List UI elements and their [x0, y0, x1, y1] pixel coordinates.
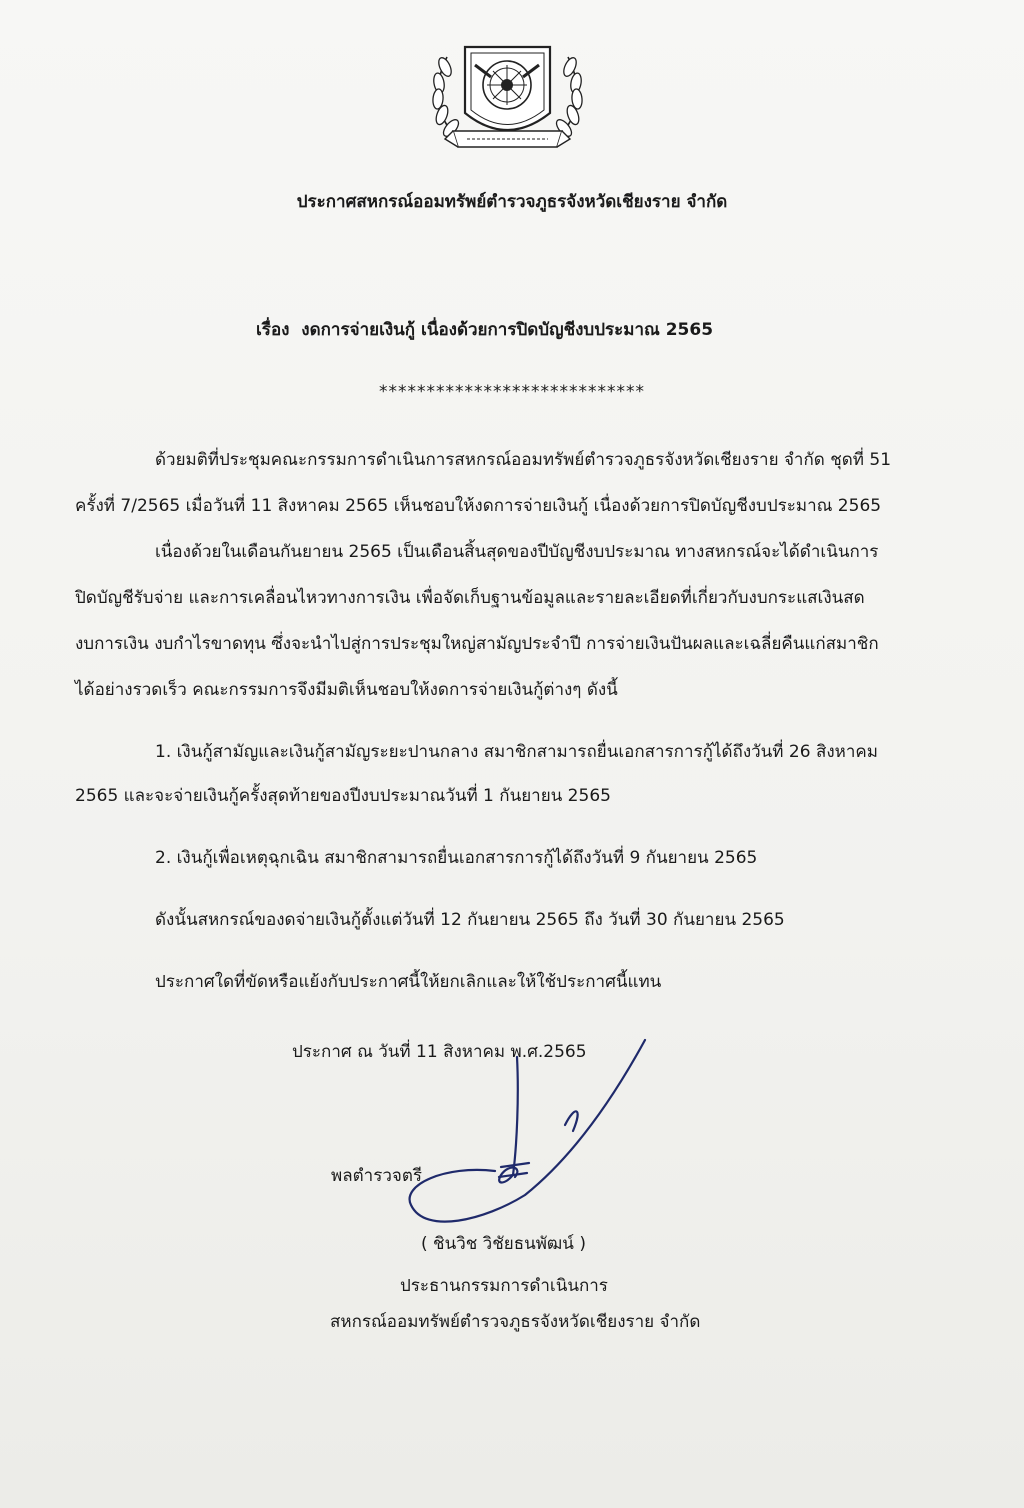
signer-organization: สหกรณ์ออมทรัพย์ตำรวจภูธรจังหวัดเชียงราย จำกัด [330, 1312, 701, 1332]
subject-label: เรื่อง [256, 320, 290, 340]
body-line-1: ด้วยมติที่ประชุมคณะกรรมการดำเนินการสหกรณ์ออมทรัพย์ตำรวจภูธรจังหวัดเชียงราย จำกัด ชุดที่ 51 [155, 450, 892, 470]
body-line-3: เนื่องด้วยในเดือนกันยายน 2565 เป็นเดือนสิ้นสุดของปีบัญชีงบประมาณ ทางสหกรณ์จะได้ดำเนินการ [155, 542, 879, 562]
announcement-title: ประกาศสหกรณ์ออมทรัพย์ตำรวจภูธรจังหวัดเชียงราย จำกัด [296, 192, 728, 212]
police-cooperative-seal-icon [425, 35, 590, 155]
closing-line-2: ประกาศใดที่ขัดหรือแย้งกับประกาศนี้ให้ยกเลิกและให้ใช้ประกาศนี้แทน [155, 972, 662, 992]
body-line-2: ครั้งที่ 7/2565 เมื่อวันที่ 11 สิงหาคม 2565 เห็นชอบให้งดการจ่ายเงินกู้ เนื่องด้วยการปิดบัญชีงบประมาณ 2565 [75, 496, 882, 516]
subject-text: งดการจ่ายเงินกู้ เนื่องด้วยการปิดบัญชีงบประมาณ 2565 [301, 320, 714, 340]
signer-rank: พลตำรวจตรี [331, 1166, 423, 1186]
handwritten-signature [405, 1035, 665, 1235]
body-line-4: ปิดบัญชีรับจ่าย และการเคลื่อนไหวทางการเงิน เพื่อจัดเก็บฐานข้อมูลและรายละเอียดที่เกี่ยวกับงบกระแสเงินสด [75, 588, 865, 608]
item-2: 2. เงินกู้เพื่อเหตุฉุกเฉิน สมาชิกสามารถยื่นเอกสารการกู้ได้ถึงวันที่ 9 กันยายน 2565 [155, 848, 758, 868]
signer-position: ประธานกรรมการดำเนินการ [400, 1276, 608, 1296]
body-line-5: งบการเงิน งบกำไรขาดทุน ซึ่งจะนำไปสู่การประชุมใหญ่สามัญประจำปี การจ่ายเงินปันผลและเฉลี่ยคืนแก่สมาชิก [75, 634, 879, 654]
subject-line [256, 318, 713, 342]
closing-line-1: ดังนั้นสหกรณ์ของดจ่ายเงินกู้ตั้งแต่วันที่ 12 กันยายน 2565 ถึง วันที่ 30 กันยายน 2565 [155, 910, 785, 930]
item-1-line-1: 1. เงินกู้สามัญและเงินกู้สามัญระยะปานกลาง สมาชิกสามารถยื่นเอกสารการกู้ได้ถึงวันที่ 26 สิงหาคม [155, 742, 878, 762]
signer-name: ( ชินวิช วิชัยธนพัฒน์ ) [421, 1234, 586, 1254]
announcement-date: ประกาศ ณ วันที่ 11 สิงหาคม พ.ศ.2565 [292, 1042, 587, 1062]
separator: **************************** [379, 382, 645, 402]
item-1-line-2: 2565 และจะจ่ายเงินกู้ครั้งสุดท้ายของปีงบประมาณวันที่ 1 กันยายน 2565 [75, 786, 611, 806]
body-line-6: ได้อย่างรวดเร็ว คณะกรรมการจึงมีมติเห็นชอบให้งดการจ่ายเงินกู้ต่างๆ ดังนี้ [75, 680, 618, 700]
